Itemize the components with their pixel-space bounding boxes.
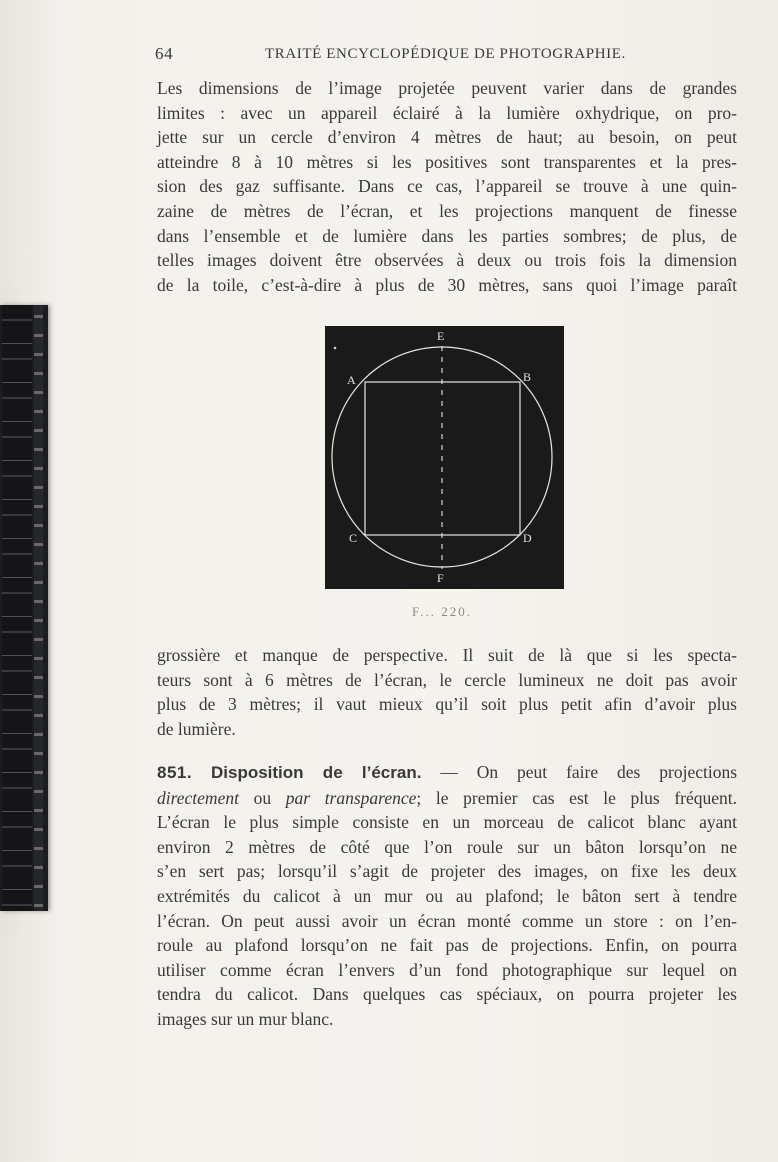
- text-line: Les dimensions de l’image projetée peuvent varier dans de grandes: [157, 78, 737, 98]
- text-line: zaine de mètres de l’écran, et les projections manquent de finesse: [157, 200, 737, 221]
- label-b: B: [523, 370, 532, 384]
- text-fragment: ou: [253, 787, 272, 808]
- text-line: utiliser comme écran l’envers d’un fond photographique sur lequel on: [157, 959, 737, 980]
- running-title: TRAITÉ ENCYCLOPÉDIQUE DE PHOTOGRAPHIE.: [265, 46, 626, 62]
- text-line: tendra du calicot. Dans quelques cas spéciaux, on pourra projeter les: [157, 984, 737, 1005]
- paragraph-perspective: [157, 643, 737, 741]
- italic-term: par transparence: [285, 787, 417, 808]
- label-d: D: [523, 531, 532, 545]
- paragraph-dimensions: [157, 76, 737, 297]
- text-line: environ 2 mètres de côté que l’on roule sur un bâton lorsqu’on ne: [157, 836, 737, 857]
- text-fragment: ; le premier cas est le plus fréquent.: [416, 787, 738, 808]
- text-line: grossière et manque de perspective. Il suit de là que si les specta-: [157, 645, 737, 665]
- text-line: teurs sont à 6 mètres de l’écran, le cercle lumineux ne doit pas avoir: [157, 669, 737, 690]
- text-line: extrémités du calicot à un mur ou au plafond; le bâton sert à tendre: [157, 885, 737, 906]
- text-line: dans l’ensemble et de lumière dans les parties sombres; de plus, de: [157, 225, 737, 246]
- section-heading-line: [157, 760, 737, 786]
- text-line: limites : avec un appareil éclairé à la lumière oxhydrique, on pro-: [157, 102, 737, 123]
- italic-term: directement: [157, 787, 239, 808]
- running-header: [155, 44, 740, 68]
- circle-square-diagram: [325, 326, 564, 589]
- text-line: l’écran. On peut aussi avoir un écran monté comme un store : on l’en-: [157, 910, 737, 931]
- text-line: [157, 786, 737, 811]
- text-line: s’en sert pas; lorsqu’il s’agit de projeter des images, on fixe les deux: [157, 861, 737, 882]
- text-line: de la toile, c’est-à-dire à plus de 30 mètres, sans quoi l’image paraît: [157, 274, 737, 295]
- text-line: de lumière.: [157, 718, 236, 739]
- section-number: 851.: [157, 763, 193, 782]
- text-line: L’écran le plus simple consiste en un morceau de calicot blanc ayant: [157, 812, 737, 833]
- text-line: atteindre 8 à 10 mètres si les positives sont transparentes et la pres-: [157, 151, 737, 172]
- text-fragment: — On peut faire des projections: [440, 762, 738, 782]
- figure-screen-diagram: [325, 326, 564, 589]
- label-a: A: [347, 373, 356, 387]
- text-line: plus de 3 mètres; il vaut mieux qu’il soit plus petit afin d’avoir plus: [157, 694, 737, 715]
- section-title: Disposition de l’écran.: [211, 763, 422, 782]
- figure-caption: F... 220.: [412, 604, 472, 619]
- text-line: jette sur un cercle d’environ 4 mètres de haut; au besoin, on peut: [157, 127, 737, 148]
- text-line: sion des gaz suffisante. Dans ce cas, l’appareil se trouve à une quin-: [157, 176, 737, 197]
- speck: [334, 347, 337, 350]
- label-e: E: [437, 329, 445, 343]
- page-number: 64: [155, 44, 174, 63]
- text-line: images sur un mur blanc.: [157, 1008, 334, 1029]
- section-851: [157, 760, 737, 1032]
- label-c: C: [349, 531, 358, 545]
- text-line: telles images doivent être observées à deux ou trois fois la dimension: [157, 250, 737, 271]
- label-f: F: [437, 571, 444, 585]
- text-line: roule au plafond lorsqu’on ne fait pas de projections. Enfin, on pourra: [157, 935, 737, 956]
- film-strip-edge: [0, 305, 48, 911]
